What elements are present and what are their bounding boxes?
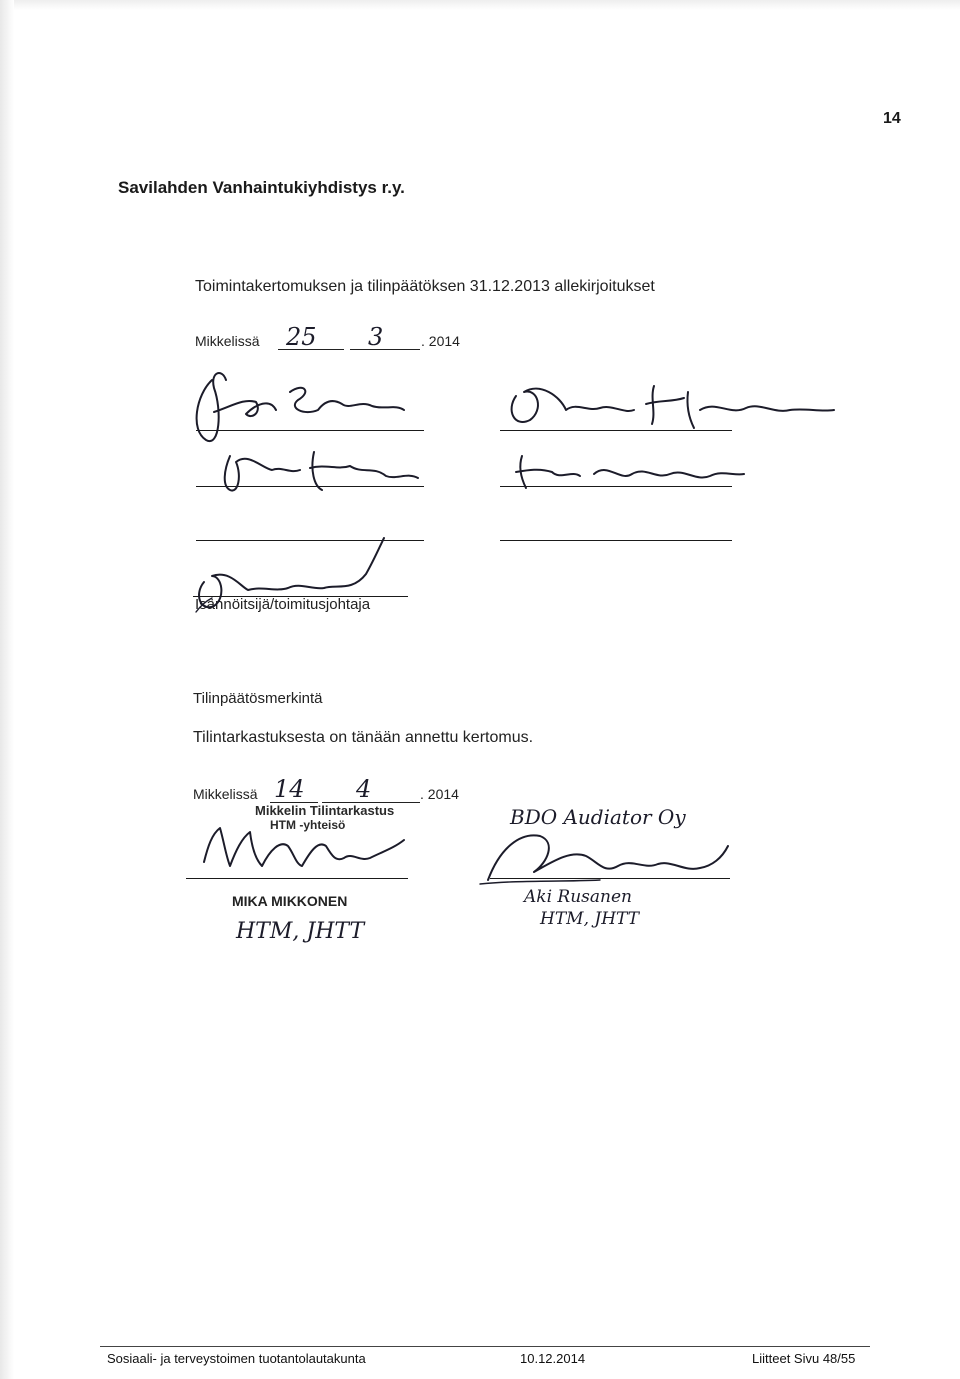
auditor-2-title-handwritten: HTM, JHTT: [540, 909, 640, 929]
date-place-2: Mikkelissä: [193, 786, 258, 802]
auditor-stamp-line-1: Mikkelin Tilintarkastus: [255, 803, 395, 818]
auditor-2-signature: [480, 835, 728, 884]
signature-3: [225, 452, 418, 491]
date-month-1-handwritten: 3: [368, 323, 384, 351]
page-number: 14: [883, 110, 901, 127]
signature-2: [512, 386, 834, 428]
audit-statement: Tilintarkastuksesta on tänään annettu kertomus.: [193, 729, 534, 746]
signature-heading: Toimintakertomuksen ja tilinpäätöksen 31.12.2013 allekirjoitukset: [195, 278, 655, 295]
footer-date: 10.12.2014: [520, 1351, 586, 1366]
auditor-1-signature: [204, 828, 404, 866]
auditor-1-name: MIKA MIKKONEN: [232, 893, 348, 909]
organization-name: Savilahden Vanhaintukiyhdistys r.y.: [118, 178, 405, 197]
manager-title: Isännöitsijä/toimitusjohtaja: [195, 596, 371, 613]
date-month-2-handwritten: 4: [356, 775, 372, 803]
auditor-2-name-handwritten: Aki Rusanen: [524, 887, 632, 907]
date-year-1: . 2014: [421, 333, 460, 349]
signature-manager: [196, 538, 384, 612]
date-day-1-handwritten: 25: [286, 323, 317, 351]
signature-4: [516, 456, 744, 488]
auditor-stamp-line-2: HTM -yhteisö: [270, 818, 346, 832]
auditor-1-title-handwritten: HTM, JHTT: [236, 919, 365, 944]
footer-rule: [100, 1346, 870, 1347]
date-place-1: Mikkelissä: [195, 333, 260, 349]
audit-heading: Tilinpäätösmerkintä: [193, 690, 323, 707]
auditor-2-firm-handwritten: BDO Audiator Oy: [510, 805, 686, 829]
footer-page: Liitteet Sivu 48/55: [752, 1351, 856, 1366]
signature-1: [197, 373, 404, 441]
date-day-2-handwritten: 14: [274, 775, 305, 803]
footer-committee: Sosiaali- ja terveystoimen tuotantolautakunta: [107, 1351, 366, 1366]
date-year-2: . 2014: [420, 786, 459, 802]
